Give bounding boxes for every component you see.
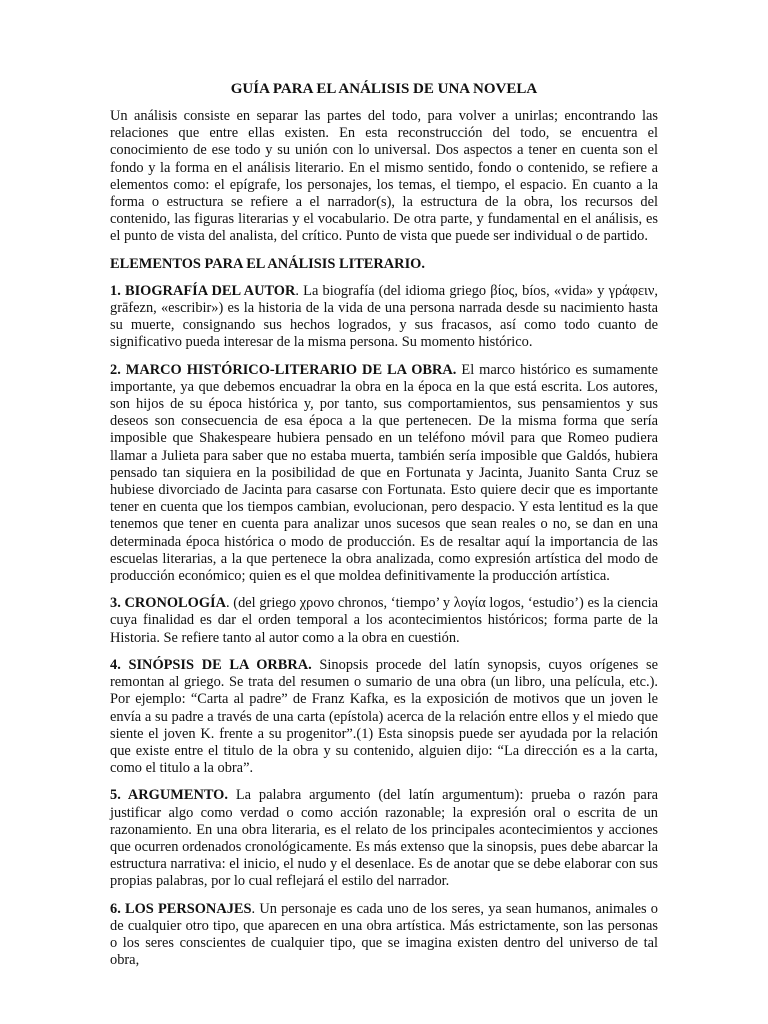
intro-paragraph: Un análisis consiste en separar las partes del todo, para volver a unirlas; encontrando las relaciones que entre ellas existen. En esta reconstrucción del todo, se encuentra el conocimiento de ese todo y su unión con lo universal. Dos aspectos a tener en cuenta son el fondo y la forma en el análisis literario. En el mismo sentido, fondo o contenido, se refiere a elementos como: el epígrafe, los personajes, los temas, el tiempo, el espacio. En cuanto a la forma o estructura se refiere a el narrador(s), la estructura de la obra, los recursos del contenido, las figuras literarias y el vocabulario. De otra parte, y fundamental en el análisis, es el punto de vista del analista, del crítico. Punto de vista que puede ser individual o de partido. [110, 108, 658, 245]
item-argumento [110, 787, 658, 890]
section-heading: ELEMENTOS PARA EL ANÁLISIS LITERARIO. [110, 255, 425, 272]
item-text: La palabra argumento (del latín argumentum): prueba o razón para justificar algo como verdad o como acción razonable; la expresión oral o escrita de un razonamiento. En una obra literaria, es el relato de los principales acontecimientos y acciones que ocurren ordenados cronológicamente. Es más extenso que la sinopsis, pues debe abarcar la estructura narrativa: el inicio, el nudo y el desenlace. Es de anotar que se debe elaborar con sus propias palabras, por lo cual reflejará el estilo del narrador. [110, 787, 658, 890]
item-title: 3. CRONOLOGÍA [110, 595, 227, 612]
item-title: 1. BIOGRAFÍA DEL AUTOR [110, 282, 296, 299]
item-title: 6. LOS PERSONAJES [110, 900, 252, 917]
item-text: . La biografía (del idioma griego βίος, bíos, «vida» y γράφειν, grāfezn, «escribir») es la historia de la vida de una persona narrada desde su nacimiento hasta su muerte, consignando sus hechos logrados, y sus fracasos, así como todo cuanto de significativo pueda interesar de la misma persona. Su momento histórico. [110, 282, 658, 351]
item-personajes [110, 901, 658, 970]
item-biografia [110, 283, 658, 352]
item-title: 2. MARCO HISTÓRICO-LITERARIO DE LA OBRA. [110, 361, 457, 378]
item-title: 5. ARGUMENTO. [110, 787, 228, 804]
item-cronologia [110, 595, 658, 647]
item-text: Sinopsis procede del latín synopsis, cuyos orígenes se remontan al griego. Se trata del resumen o sumario de una obra (un libro, una película, etc.). Por ejemplo: “Carta al padre” de Franz Kafka, es la exposición de motivos que un joven le envía a su padre a través de una carta (epístola) acerca de la relación entre ellos y el miedo que siente el joven K. frente a su progenitor”.(1) Esta sinopsis puede ser ayudada por la relación que existe entre el titulo de la obra y su contenido, alguien dijo: “La dirección es a la carta, como el titulo a la obra”. [110, 656, 658, 777]
item-text: El marco histórico es sumamente importante, ya que debemos encuadrar la obra en la época en la que está escrita. Los autores, son hijos de su época histórica y, por tanto, sus comportamientos, sus pensamientos y sus deseos son consecuencia de esa época a la que pertenecen. De la misma forma que sería imposible que Shakespeare hubiera pensado en un teléfono móvil para que Romeo pudiera llamar a Julieta para saber que no estaba muerta, también sería imposible que Galdós, hubiera pensado tan siquiera en la posibilidad de que en Fortunata y Jacinta, Juanito Santa Cruz se hubiese divorciado de Jacinta para casarse con Fortunata. Esto quiere decir que es importante tener en cuenta que los tiempos cambian, evolucionan, pero despacio. Y esta lentitud es la que tenemos que tener en cuenta para analizar unos sucesos que sean reales o no, se dan en una determinada época histórica o modo de producción. Es de resaltar aquí la importancia de las escuelas literarias, a la que pertenece la obra analizada, como expresión artística del modo de producción económico; quien es el que moldea definitivamente la producción artística. [110, 361, 658, 585]
item-sinopsis [110, 657, 658, 777]
item-title: 4. SINÓPSIS DE LA ORBRA. [110, 656, 312, 673]
item-text: . Un personaje es cada uno de los seres, ya sean humanos, animales o de cualquier otro tipo, que aparecen en una obra artística. Más estrictamente, son las personas o los seres conscientes de cualquier tipo, que se imagina existen dentro del universo de tal obra, [110, 900, 658, 969]
item-marco-historico [110, 362, 658, 586]
document-title: GUÍA PARA EL ANÁLISIS DE UNA NOVELA [230, 81, 538, 97]
item-text: . (del griego χρονο chronos, ‘tiempo’ y λογία logos, ‘estudio’) es la ciencia cuya finalidad es dar el orden temporal a los acontecimientos históricos; forma parte de la Historia. Se refiere tanto al autor como a la obra en cuestión. [110, 595, 658, 646]
